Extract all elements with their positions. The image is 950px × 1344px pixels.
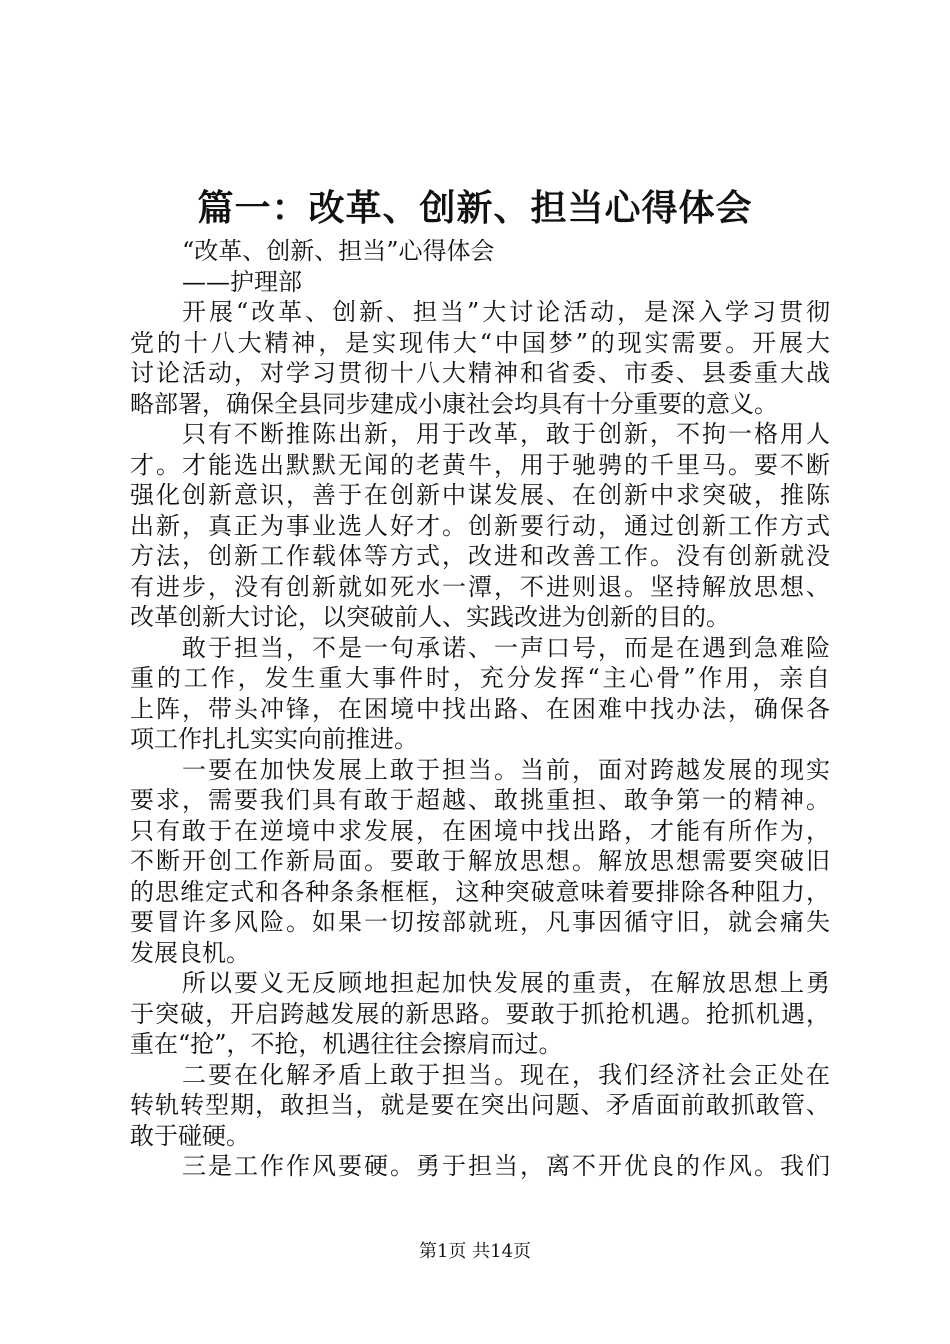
text-line: 重的工作，发生重大事件时，充分发挥“主心骨”作用，亲自 bbox=[130, 664, 830, 692]
text-line: 改革创新大讨论，以突破前人、实践改进为创新的目的。 bbox=[130, 603, 730, 631]
text-line: 要冒许多风险。如果一切按部就班，凡事因循守旧，就会痛失 bbox=[130, 908, 830, 936]
text-line: 转轨转型期，敢担当，就是要在突出问题、矛盾面前敢抓敢管、 bbox=[130, 1091, 830, 1119]
text-line: 于突破，开启跨越发展的新思路。要敢于抓抢机遇。抢抓机遇， bbox=[130, 999, 830, 1028]
text-line: 党的十八大精神，是实现伟大“中国梦”的现实需要。开展大 bbox=[130, 328, 830, 357]
text-line: 所以要义无反顾地担起加快发展的重责，在解放思想上勇 bbox=[182, 969, 830, 997]
text-line: 二要在化解矛盾上敢于担当。现在，我们经济社会正处在 bbox=[182, 1060, 830, 1089]
text-line: 出新，真正为事业选人好才。创新要行动，通过创新工作方式 bbox=[130, 511, 830, 540]
text-line: 只有不断推陈出新，用于改革，敢于创新，不拘一格用人 bbox=[182, 420, 830, 448]
text-line: 方法，创新工作载体等方式，改进和改善工作。没有创新就没 bbox=[130, 542, 830, 570]
text-line: 敢于担当，不是一句承诺、一声口号，而是在遇到急难险 bbox=[182, 633, 830, 662]
text-line: 重在“抢”，不抢，机遇往往会擦肩而过。 bbox=[130, 1030, 563, 1058]
text-line: 略部署，确保全县同步建成小康社会均具有十分重要的意义。 bbox=[130, 389, 778, 418]
document-body bbox=[130, 236, 830, 1182]
text-line: 只有敢于在逆境中求发展，在困境中找出路，才能有所作为， bbox=[130, 816, 830, 845]
text-line: 上阵，带头冲锋，在困境中找出路、在困难中找办法，确保各 bbox=[130, 694, 830, 723]
text-line: 才。才能选出默默无闻的老黄牛，用于驰骋的千里马。要不断 bbox=[130, 450, 830, 479]
text-line: 项工作扎扎实实向前推进。 bbox=[130, 725, 418, 753]
text-line: ——护理部 bbox=[182, 267, 302, 296]
text-line: 的思维定式和各种条条框框，这种突破意味着要排除各种阻力， bbox=[130, 877, 830, 906]
text-line: 不断开创工作新局面。要敢于解放思想。解放思想需要突破旧 bbox=[130, 847, 830, 875]
text-line: 三是工作作风要硬。勇于担当，离不开优良的作风。我们 bbox=[182, 1152, 830, 1180]
text-line: 要求，需要我们具有敢于超越、敢挑重担、敢争第一的精神。 bbox=[130, 786, 830, 814]
text-line: 有进步，没有创新就如死水一潭，不进则退。坚持解放思想、 bbox=[130, 572, 830, 601]
text-line: 强化创新意识，善于在创新中谋发展、在创新中求突破，推陈 bbox=[130, 481, 830, 509]
text-line: “改革、创新、担当”心得体会 bbox=[182, 237, 495, 265]
text-line: 一要在加快发展上敢于担当。当前，面对跨越发展的现实 bbox=[182, 755, 830, 784]
text-line: 讨论活动，对学习贯彻十八大精神和省委、市委、县委重大战 bbox=[130, 359, 830, 387]
page-footer: 第1页 共14页 bbox=[418, 1241, 532, 1262]
document-title: 篇一：改革、创新、担当心得体会 bbox=[197, 187, 753, 229]
text-line: 敢于碰硬。 bbox=[130, 1121, 250, 1150]
text-line: 开展“改革、创新、担当”大讨论活动，是深入学习贯彻 bbox=[182, 298, 830, 326]
text-line: 发展良机。 bbox=[130, 938, 250, 967]
